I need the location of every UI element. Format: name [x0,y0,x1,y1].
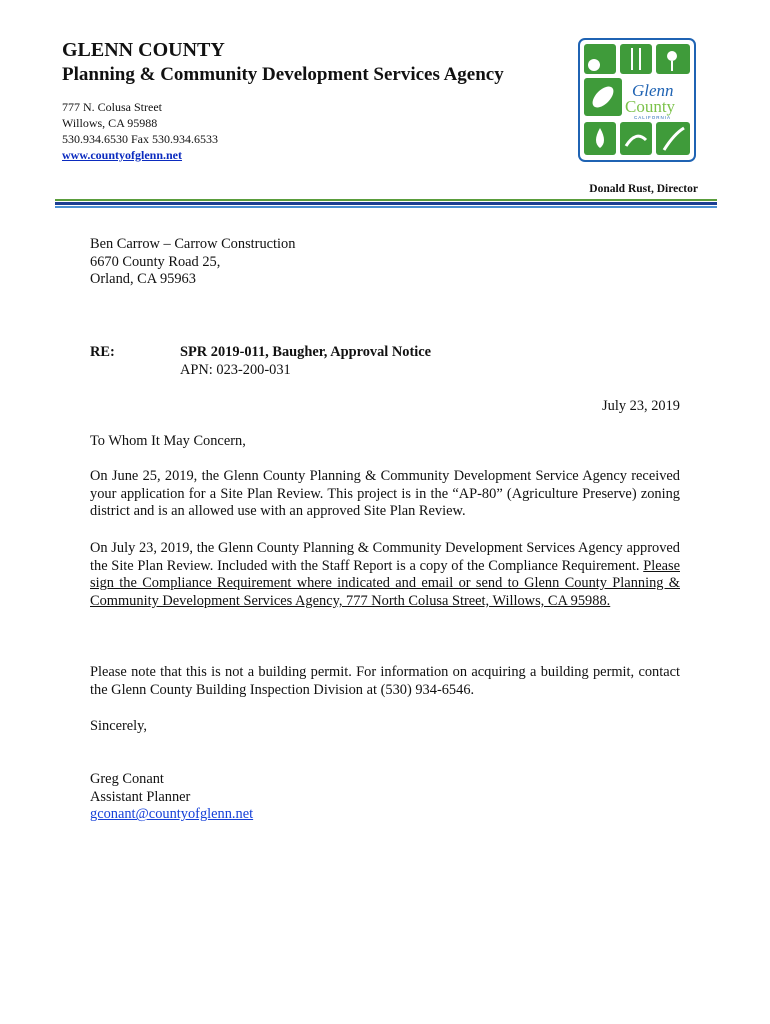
signer-email-link[interactable]: gconant@countyofglenn.net [90,806,254,823]
recipient-line: 6670 County Road 25, [90,253,221,270]
signer-name: Greg Conant [90,771,164,787]
closing: Sincerely, [90,718,148,734]
address-line-city: Willows, CA 95988 [62,116,158,130]
header-rule-navy [55,202,717,205]
header-rule-blue [55,206,717,208]
signature-block [90,771,680,824]
director-name: Donald Rust, Director [589,183,698,195]
re-apn: APN: 023-200-031 [180,361,291,378]
salutation: To Whom It May Concern, [90,433,246,449]
logo-text-glenn: Glenn [632,81,674,100]
agency-name: Planning & Community Development Services Agency [62,64,504,85]
header-rule-green [55,199,717,201]
recipient-block [90,236,295,289]
recipient-line: Ben Carrow – Carrow Construction [90,236,296,252]
bird-tile-icon [620,122,652,155]
re-subject: SPR 2019-011, Baugher, Approval Notice [180,344,432,360]
signer-title: Assistant Planner [90,788,191,805]
wheat-tile-icon [620,44,652,74]
letter-date: July 23, 2019 [602,398,680,414]
paragraph-application: On June 25, 2019, the Glenn County Planning & Community Development Service Agency received your application for a Site Plan Review. This project is in the “AP-80” (Agriculture Preserve) zoning district and is an allowed use with an approved Site Plan Review. [90,468,680,520]
re-block [180,344,431,379]
compliance-instructions: Please sign the Compliance Requirement where indicated and email or send to Glenn County Planning & Community Development Services Agency, 777 North Colusa Street, Willows, CA 95988. [90,557,680,610]
approval-text: On July 23, 2019, the Glenn County Planning & Community Development Services Agency approved the Site Plan Review. Included with the Staff Report is a copy of the Compliance Requirement. [90,540,680,574]
address-line-phone: 530.934.6530 Fax 530.934.6533 [62,132,218,146]
paragraph-approval [90,540,680,611]
county-name: GLENN COUNTY [62,39,225,61]
paragraph-building-permit: Please note that this is not a building permit. For information on acquiring a building permit, contact the Glenn County Building Inspection Division at (530) 934-6546. [90,664,680,698]
logo-text-county: County [625,97,676,116]
recipient-line: Orland, CA 95963 [90,271,196,288]
glenn-county-logo [578,38,696,162]
agency-address [62,99,218,163]
logo-text-state: CALIFORNIA [634,115,672,120]
sunflower-tile-icon [584,44,616,74]
re-label: RE: [90,344,115,360]
website-link[interactable]: www.countyofglenn.net [62,148,183,162]
address-line-street: 777 N. Colusa Street [62,100,162,114]
